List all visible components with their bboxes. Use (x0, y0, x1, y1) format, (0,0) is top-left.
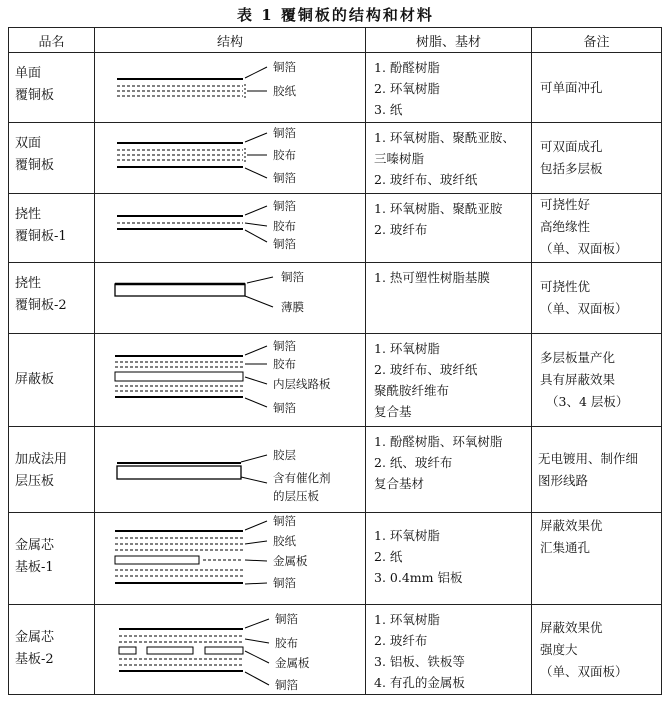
table-row (9, 123, 662, 194)
material-line: 2. 纸 (374, 549, 403, 564)
table-title: 表 1 覆铜板的结构和材料 (237, 6, 434, 24)
layer-label: 铜箔 (273, 171, 296, 185)
table-row (9, 513, 662, 605)
note-line: 具有屏蔽效果 (540, 372, 616, 387)
material-line: 复合基 (374, 404, 412, 419)
layer-label: 胶布 (273, 219, 296, 233)
materials-cell (366, 605, 532, 695)
layer-label: 胶纸 (273, 84, 296, 98)
structure-diagram (95, 427, 366, 513)
materials-cell (366, 123, 532, 194)
metal-core-1-diagram (95, 513, 365, 603)
note-line: 无电镀用、制作细 (538, 450, 639, 466)
notes-cell (532, 513, 662, 605)
laminate-table (8, 27, 662, 695)
note-line: 包括多层板 (540, 161, 603, 176)
name-line: 挠性 (15, 207, 42, 222)
additive-laminate-diagram (95, 427, 365, 511)
material-line: 1. 热可塑性树脂基膜 (374, 270, 490, 285)
metal-core-2-diagram (95, 605, 365, 693)
notes-cell (532, 263, 662, 334)
name-line: 覆铜板 (15, 158, 55, 173)
material-line: 1. 环氧树脂 (374, 612, 440, 627)
layer-label: 胶纸 (273, 534, 296, 548)
material-line: 1. 环氧树脂、聚酰亚胺、 (374, 130, 515, 145)
layer-label: 胶布 (273, 148, 296, 162)
notes-cell (532, 427, 662, 513)
material-line: 2. 纸、玻纤布 (374, 455, 453, 470)
name-line: 覆铜板-1 (15, 229, 67, 244)
shield-board-diagram (95, 334, 365, 425)
layer-label: 的层压板 (273, 489, 319, 503)
name-line: 加成法用 (15, 452, 68, 467)
notes-cell (532, 194, 662, 263)
layer-label: 铜箔 (273, 199, 296, 213)
structure-diagram (95, 53, 366, 123)
name-line: 挠性 (15, 276, 42, 291)
material-line: 1. 环氧树脂 (374, 341, 440, 356)
note-line: 多层板量产化 (540, 350, 616, 365)
layer-label: 胶布 (273, 357, 296, 371)
structure-diagram (95, 194, 366, 263)
name-line: 屏蔽板 (15, 372, 55, 387)
layer-label: 胶布 (275, 636, 298, 650)
product-name (9, 427, 95, 513)
materials-cell (366, 194, 532, 263)
notes-cell (532, 605, 662, 695)
layer-label: 铜箔 (273, 60, 296, 74)
header-notes: 备注 (532, 28, 662, 53)
product-name (9, 513, 95, 605)
layer-label: 铜箔 (273, 339, 296, 353)
material-line: 3. 铝板、铁板等 (374, 654, 465, 669)
material-line: 2. 玻纤布、玻纤纸 (374, 172, 478, 187)
note-line: 可挠性优 (540, 279, 591, 294)
layer-label: 铜箔 (275, 678, 298, 692)
note-line: 图形线路 (538, 472, 589, 488)
material-line: 4. 有孔的金属板 (374, 675, 465, 690)
header-name: 品名 (9, 28, 95, 53)
name-line: 覆铜板-2 (15, 298, 67, 313)
material-line: 3. 0.4mm 铝板 (374, 570, 463, 585)
note-line: 屏蔽效果优 (540, 518, 603, 533)
layer-label: 内层线路板 (273, 377, 331, 391)
header-materials: 树脂、基材 (366, 28, 532, 53)
note-line: （单、双面板） (540, 663, 628, 679)
materials-cell (366, 427, 532, 513)
layer-label: 铜箔 (273, 237, 296, 251)
material-line: 聚酰胺纤维布 (374, 383, 450, 398)
notes-cell (532, 334, 662, 427)
layer-label: 金属板 (275, 656, 310, 670)
material-line: 2. 玻纤布 (374, 222, 428, 237)
table-row (9, 263, 662, 334)
table-row (9, 605, 662, 695)
name-line: 单面 (15, 66, 42, 81)
material-line: 1. 环氧树脂 (374, 528, 440, 543)
flexible-ccl-1-diagram (95, 194, 365, 261)
note-line: 高绝缘性 (540, 219, 591, 234)
table-row (9, 194, 662, 263)
header-structure: 结构 (95, 28, 366, 53)
product-name (9, 194, 95, 263)
layer-label: 薄膜 (281, 300, 304, 314)
note-line: （单、双面板） (540, 241, 628, 256)
layer-label: 铜箔 (273, 401, 296, 415)
layer-label: 铜箔 (275, 612, 298, 626)
note-line: （3、4 层板） (546, 394, 629, 409)
layer-label: 铜箔 (273, 576, 296, 590)
note-line: 汇集通孔 (540, 540, 591, 555)
material-line: 三嗪树脂 (374, 151, 425, 166)
table-row (9, 427, 662, 513)
layer-label: 铜箔 (281, 270, 304, 284)
layer-label: 金属板 (273, 554, 308, 568)
name-line: 双面 (15, 136, 42, 151)
name-line: 基板-2 (15, 652, 54, 667)
note-line: 屏蔽效果优 (540, 619, 603, 635)
product-name (9, 53, 95, 123)
structure-diagram (95, 263, 366, 334)
structure-diagram (95, 605, 366, 695)
notes-cell (532, 53, 662, 123)
material-line: 复合基材 (374, 476, 425, 491)
note-line: 可单面冲孔 (540, 79, 603, 95)
material-line: 2. 玻纤布、玻纤纸 (374, 362, 478, 377)
product-name (9, 605, 95, 695)
product-name (9, 334, 95, 427)
name-line: 金属芯 (15, 630, 55, 645)
table-row (9, 334, 662, 427)
structure-diagram (95, 123, 366, 194)
layer-label: 铜箔 (273, 126, 296, 140)
material-line: 2. 环氧树脂 (374, 81, 440, 96)
single-sided-ccl-diagram (95, 53, 365, 121)
name-line: 金属芯 (15, 538, 55, 553)
note-line: 可双面成孔 (540, 139, 603, 154)
materials-cell (366, 53, 532, 123)
table-row (9, 53, 662, 123)
material-line: 1. 酚醛树脂 (374, 60, 440, 75)
material-line: 3. 纸 (374, 102, 403, 117)
materials-cell (366, 513, 532, 605)
product-name (9, 263, 95, 334)
materials-cell (366, 334, 532, 427)
product-name (9, 123, 95, 194)
notes-cell (532, 123, 662, 194)
material-line: 1. 环氧树脂、聚酰亚胺 (374, 201, 503, 216)
layer-label: 含有催化剂 (273, 471, 331, 485)
note-line: （单、双面板） (540, 301, 628, 316)
name-line: 覆铜板 (15, 88, 55, 103)
note-line: 强度大 (540, 641, 578, 657)
structure-diagram (95, 513, 366, 605)
materials-cell (366, 263, 532, 334)
name-line: 层压板 (15, 474, 55, 489)
flexible-ccl-2-diagram (95, 263, 365, 332)
material-line: 2. 玻纤布 (374, 633, 428, 648)
layer-label: 铜箔 (273, 514, 296, 528)
structure-diagram (95, 334, 366, 427)
double-sided-ccl-diagram (95, 123, 365, 192)
material-line: 1. 酚醛树脂、环氧树脂 (374, 434, 503, 449)
layer-label: 胶层 (273, 448, 296, 462)
name-line: 基板-1 (15, 560, 54, 575)
header-row (9, 28, 662, 53)
note-line: 可挠性好 (540, 197, 591, 212)
